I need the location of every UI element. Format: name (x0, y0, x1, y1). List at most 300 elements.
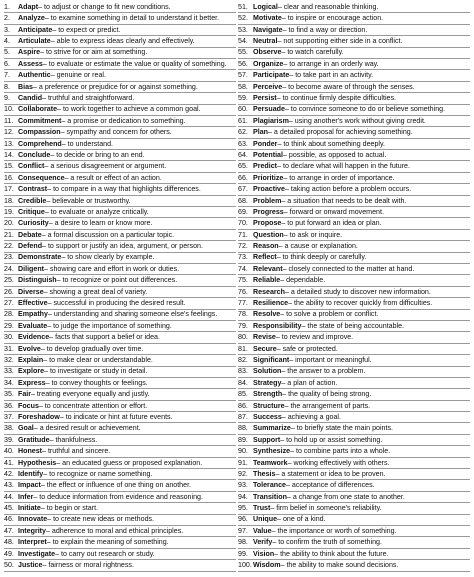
vocabulary-term: Persuade (253, 105, 285, 114)
item-number: 30. (4, 333, 14, 342)
vocabulary-definition: – to create new ideas or methods. (47, 515, 155, 524)
vocabulary-term: Resilience (253, 299, 289, 308)
vocabulary-item (4, 253, 236, 264)
vocabulary-item (4, 537, 236, 548)
item-number: 11. (4, 116, 14, 125)
item-number: 18. (4, 196, 14, 205)
vocabulary-item (238, 230, 470, 241)
vocabulary-definition: – safe or protected. (276, 344, 338, 353)
item-number: 69. (238, 207, 248, 216)
vocabulary-definition: – thankfulness. (49, 435, 98, 444)
item-number: 38. (4, 424, 14, 433)
vocabulary-item (238, 82, 470, 93)
vocabulary-term: Gratitude (18, 435, 50, 444)
vocabulary-definition: – truthful and straightforward. (42, 94, 135, 103)
item-number: 7. (4, 71, 10, 80)
vocabulary-item (4, 412, 236, 423)
vocabulary-item (4, 310, 236, 321)
vocabulary-term: Effective (18, 299, 48, 308)
vocabulary-term: Summarize (253, 424, 291, 433)
vocabulary-term: Wisdom (253, 561, 281, 570)
vocabulary-definition: – to understand. (61, 139, 114, 148)
item-number: 20. (4, 219, 14, 228)
item-number: 22. (4, 242, 14, 251)
vocabulary-term: Support (253, 435, 281, 444)
item-number: 86. (238, 401, 248, 410)
vocabulary-item (4, 59, 236, 70)
vocabulary-definition: – able to express ideas clearly and effectively. (50, 37, 195, 46)
vocabulary-definition: – believable or trustworthy. (46, 196, 131, 205)
vocabulary-term: Collaborate (18, 105, 58, 114)
vocabulary-term: Foreshadow (18, 412, 60, 421)
vocabulary-item (238, 264, 470, 275)
vocabulary-definition: – a detailed study to discover new information. (284, 287, 431, 296)
vocabulary-term: Empathy (18, 310, 48, 319)
vocabulary-term: Impact (18, 481, 41, 490)
item-number: 82. (238, 356, 248, 364)
vocabulary-item (238, 36, 470, 47)
vocabulary-term: Debate (18, 230, 42, 239)
vocabulary-definition: – to evaluate or analyze critically. (44, 207, 149, 216)
item-number: 76. (238, 287, 248, 296)
vocabulary-item (4, 230, 236, 241)
item-number: 6. (4, 59, 10, 68)
vocabulary-definition: – the state of being accountable. (301, 321, 405, 330)
vocabulary-definition: – an educated guess or proposed explanation. (56, 458, 203, 467)
vocabulary-term: Authentic (18, 71, 51, 80)
vocabulary-term: Plan (253, 128, 268, 137)
vocabulary-term: Consequence (18, 173, 65, 182)
vocabulary-item (238, 253, 470, 264)
vocabulary-definition: – a detailed proposal for achieving something. (267, 128, 413, 137)
vocabulary-definition: – the answer to a problem. (281, 367, 366, 376)
vocabulary-term: Conflict (18, 162, 45, 171)
vocabulary-definition: – fairness or moral rightness. (42, 561, 134, 570)
vocabulary-term: Analyze (18, 14, 45, 23)
vocabulary-item (238, 378, 470, 389)
vocabulary-term: Success (253, 412, 282, 421)
vocabulary-item (238, 412, 470, 423)
vocabulary-item (4, 480, 236, 491)
vocabulary-term: Diligent (18, 264, 45, 273)
vocabulary-item (4, 13, 236, 24)
vocabulary-term: Reason (253, 242, 279, 251)
vocabulary-term: Trust (253, 504, 271, 513)
vocabulary-definition: – to decide or bring to an end. (50, 150, 145, 159)
item-number: 68. (238, 196, 248, 205)
vocabulary-definition: – to adjust or change to fit new conditions. (38, 2, 171, 11)
vocabulary-term: Goal (18, 424, 34, 433)
vocabulary-definition: – closely connected to the matter at hand. (282, 264, 415, 273)
vocabulary-definition: – the arrangement of parts. (284, 401, 371, 410)
item-number: 67. (238, 185, 248, 194)
vocabulary-term: Reflect (253, 253, 277, 262)
vocabulary-definition: – to indicate or hint at future events. (59, 412, 173, 421)
vocabulary-term: Comprehend (18, 139, 62, 148)
vocabulary-item (238, 218, 470, 229)
vocabulary-term: Integrity (18, 526, 46, 535)
item-number: 66. (238, 173, 248, 182)
vocabulary-item (238, 515, 470, 526)
vocabulary-definition: – the ability to recover quickly from difficulties. (288, 299, 433, 308)
vocabulary-item (238, 150, 470, 161)
item-number: 49. (4, 549, 14, 558)
vocabulary-term: Question (253, 230, 284, 239)
item-number: 65. (238, 162, 248, 171)
vocabulary-definition: – one of a kind. (277, 515, 326, 524)
item-number: 92. (238, 469, 248, 478)
vocabulary-column-right (238, 2, 470, 577)
vocabulary-item (238, 105, 470, 116)
vocabulary-item (238, 310, 470, 321)
item-number: 78. (238, 310, 248, 319)
vocabulary-definition: – to convince someone to do or believe something. (284, 105, 446, 114)
vocabulary-item (4, 150, 236, 161)
item-number: 33. (4, 367, 14, 376)
vocabulary-definition: – to inspire or encourage action. (281, 14, 384, 23)
vocabulary-definition: – to solve a problem or conflict. (280, 310, 379, 319)
item-number: 36. (4, 401, 14, 410)
item-number: 87. (238, 412, 248, 421)
vocabulary-definition: – to take part in an activity. (289, 71, 374, 80)
vocabulary-definition: – a result or effect of an action. (64, 173, 162, 182)
item-number: 45. (4, 504, 14, 513)
vocabulary-term: Relevant (253, 264, 283, 273)
vocabulary-term: Hypothesis (18, 458, 57, 467)
vocabulary-definition: – the quality of being strong. (282, 390, 372, 399)
vocabulary-definition: – to evaluate or estimate the value or quality of something. (42, 59, 227, 68)
vocabulary-definition: – possible, as opposed to actual. (282, 150, 387, 159)
vocabulary-definition: – treating everyone equally and justly. (31, 390, 150, 399)
vocabulary-item (238, 70, 470, 81)
item-number: 59. (238, 94, 248, 103)
item-number: 1. (4, 2, 10, 11)
vocabulary-term: Verify (253, 538, 273, 547)
vocabulary-definition: – adherence to moral and ethical principles. (45, 526, 184, 535)
vocabulary-item (4, 173, 236, 184)
item-number: 25. (4, 276, 14, 285)
vocabulary-definition: – a desired result or achievement. (33, 424, 141, 433)
vocabulary-term: Bias (18, 82, 33, 91)
item-number: 55. (238, 48, 248, 57)
vocabulary-term: Resolve (253, 310, 281, 319)
vocabulary-definition: – showing care and effort in work or duties. (44, 264, 180, 273)
vocabulary-term: Motivate (253, 14, 282, 23)
vocabulary-item (4, 241, 236, 252)
vocabulary-column-left (4, 2, 236, 577)
vocabulary-item (4, 93, 236, 104)
vocabulary-item (4, 367, 236, 378)
vocabulary-item (4, 25, 236, 36)
item-number: 80. (238, 333, 248, 342)
item-number: 57. (238, 71, 248, 80)
vocabulary-item (4, 344, 236, 355)
vocabulary-item (238, 25, 470, 36)
vocabulary-term: Justice (18, 561, 43, 570)
vocabulary-definition: – using another's work without giving credit. (288, 116, 426, 125)
vocabulary-definition: – to watch carefully. (281, 48, 344, 57)
vocabulary-item (4, 469, 236, 480)
vocabulary-term: Candid (18, 94, 43, 103)
vocabulary-definition: – to recognize or point out differences. (56, 276, 178, 285)
vocabulary-item (238, 127, 470, 138)
vocabulary-term: Articulate (18, 37, 51, 46)
vocabulary-definition: – to declare what will happen in the future. (277, 162, 410, 171)
item-number: 95. (238, 504, 248, 513)
vocabulary-definition: – the ability to make sound decisions. (280, 561, 399, 570)
item-number: 9. (4, 94, 10, 103)
item-number: 89. (238, 435, 248, 444)
vocabulary-item (238, 48, 470, 59)
vocabulary-definition: – to review and improve. (275, 333, 354, 342)
item-number: 54. (238, 37, 248, 46)
vocabulary-term: Adapt (18, 2, 39, 11)
vocabulary-item (4, 264, 236, 275)
vocabulary-term: Progress (253, 207, 284, 216)
item-number: 31. (4, 344, 14, 353)
vocabulary-definition: – to compare in a way that highlights differences. (47, 185, 201, 194)
vocabulary-item (4, 378, 236, 389)
vocabulary-definition: – to develop gradually over time. (40, 344, 144, 353)
vocabulary-item (238, 287, 470, 298)
item-number: 28. (4, 310, 14, 319)
vocabulary-item (238, 207, 470, 218)
vocabulary-definition: – a promise or dedication to something. (61, 116, 186, 125)
vocabulary-item (238, 2, 470, 13)
vocabulary-definition: – a statement or idea to be proven. (275, 469, 386, 478)
vocabulary-item (238, 446, 470, 457)
vocabulary-item (4, 2, 236, 13)
vocabulary-item (238, 321, 470, 332)
vocabulary-definition: – to explain the meaning of something. (46, 538, 169, 547)
item-number: 85. (238, 390, 248, 399)
vocabulary-term: Strength (253, 390, 283, 399)
vocabulary-item (4, 321, 236, 332)
vocabulary-item (238, 332, 470, 343)
item-number: 8. (4, 82, 10, 91)
item-number: 3. (4, 25, 10, 34)
vocabulary-item (4, 116, 236, 127)
item-number: 73. (238, 253, 248, 262)
vocabulary-definition: – to combine parts into a whole. (290, 447, 391, 456)
vocabulary-definition: – taking action before a problem occurs. (284, 185, 412, 194)
vocabulary-item (238, 355, 470, 366)
vocabulary-item (238, 503, 470, 514)
vocabulary-item (238, 139, 470, 150)
item-number: 12. (4, 128, 14, 137)
vocabulary-term: Observe (253, 48, 282, 57)
vocabulary-definition: – to work together to achieve a common goal. (57, 105, 201, 114)
vocabulary-definition: – to expect or predict. (52, 25, 121, 34)
vocabulary-term: Synthesize (253, 447, 291, 456)
vocabulary-item (238, 560, 470, 571)
vocabulary-item (238, 344, 470, 355)
vocabulary-term: Distinguish (18, 276, 57, 285)
vocabulary-term: Navigate (253, 25, 283, 34)
vocabulary-definition: – working effectively with others. (287, 458, 390, 467)
vocabulary-definition: – to deduce information from evidence and reasoning. (33, 492, 203, 501)
vocabulary-item (4, 287, 236, 298)
vocabulary-definition: – understanding and sharing someone else's feelings. (47, 310, 218, 319)
item-number: 42. (4, 469, 14, 478)
item-number: 79. (238, 321, 248, 330)
vocabulary-item (4, 515, 236, 526)
vocabulary-definition: – showing a great deal of variety. (43, 287, 148, 296)
vocabulary-item (238, 537, 470, 548)
vocabulary-term: Critique (18, 207, 45, 216)
vocabulary-definition: – to continue firmly despite difficulties. (276, 94, 397, 103)
vocabulary-term: Honest (18, 447, 43, 456)
vocabulary-definition: – to recognize or name something. (43, 469, 153, 478)
vocabulary-item (238, 241, 470, 252)
item-number: 75. (238, 276, 248, 285)
vocabulary-term: Conclude (18, 150, 51, 159)
item-number: 10. (4, 105, 14, 114)
vocabulary-item (4, 423, 236, 434)
vocabulary-item (4, 435, 236, 446)
vocabulary-definition: – a preference or prejudice for or against something. (32, 82, 198, 91)
vocabulary-term: Evidence (18, 333, 50, 342)
vocabulary-definition: – firm belief in someone's reliability. (270, 504, 382, 513)
vocabulary-definition: – to arrange in an orderly way. (283, 59, 379, 68)
vocabulary-term: Express (18, 378, 46, 387)
vocabulary-definition: – a cause or explanation. (278, 242, 358, 251)
vocabulary-term: Value (253, 526, 272, 535)
vocabulary-term: Focus (18, 401, 39, 410)
vocabulary-item (238, 116, 470, 127)
item-number: 74. (238, 264, 248, 273)
vocabulary-term: Neutral (253, 37, 278, 46)
vocabulary-item (4, 355, 236, 366)
vocabulary-item (4, 503, 236, 514)
vocabulary-item (238, 161, 470, 172)
item-number: 5. (4, 48, 10, 57)
item-number: 27. (4, 299, 14, 308)
item-number: 40. (4, 447, 14, 456)
item-number: 44. (4, 492, 14, 501)
item-number: 24. (4, 264, 14, 273)
item-number: 51. (238, 2, 248, 11)
vocabulary-definition: – to find a way or direction. (282, 25, 368, 34)
item-number: 23. (4, 253, 14, 262)
vocabulary-item (4, 184, 236, 195)
vocabulary-term: Ponder (253, 139, 278, 148)
vocabulary-term: Vision (253, 549, 275, 558)
vocabulary-term: Organize (253, 59, 284, 68)
vocabulary-definition: – sympathy and concern for others. (60, 128, 172, 137)
vocabulary-term: Teamwork (253, 458, 288, 467)
vocabulary-definition: – to begin or start. (40, 504, 99, 513)
vocabulary-definition: – to hold up or assist something. (280, 435, 383, 444)
item-number: 98. (238, 538, 248, 547)
vocabulary-item (238, 93, 470, 104)
vocabulary-item (4, 48, 236, 59)
vocabulary-definition: – genuine or real. (50, 71, 106, 80)
vocabulary-term: Initiate (18, 504, 41, 513)
vocabulary-term: Anticipate (18, 25, 53, 34)
vocabulary-item (238, 298, 470, 309)
vocabulary-term: Investigate (18, 549, 56, 558)
vocabulary-term: Identify (18, 469, 44, 478)
vocabulary-term: Persist (253, 94, 277, 103)
item-number: 56. (238, 59, 248, 68)
vocabulary-definition: – to think deeply or carefully. (276, 253, 367, 262)
vocabulary-term: Participate (253, 71, 290, 80)
item-number: 60. (238, 105, 248, 114)
vocabulary-item (4, 275, 236, 286)
item-number: 46. (4, 515, 14, 524)
item-number: 13. (4, 139, 14, 148)
vocabulary-term: Fair (18, 390, 32, 399)
vocabulary-term: Compassion (18, 128, 61, 137)
item-number: 52. (238, 14, 248, 23)
vocabulary-definition: – a serious disagreement or argument. (44, 162, 167, 171)
vocabulary-term: Tolerance (253, 481, 286, 490)
vocabulary-item (238, 367, 470, 378)
vocabulary-term: Potential (253, 150, 283, 159)
item-number: 2. (4, 14, 10, 23)
vocabulary-definition: – important or meaningful. (289, 356, 372, 364)
vocabulary-term: Solution (253, 367, 282, 376)
vocabulary-term: Problem (253, 196, 282, 205)
vocabulary-item (4, 127, 236, 138)
vocabulary-definition: – to put forward an idea or plan. (281, 219, 382, 228)
vocabulary-definition: – achieving a goal. (281, 412, 341, 421)
vocabulary-term: Thesis (253, 469, 276, 478)
vocabulary-item (238, 526, 470, 537)
item-number: 97. (238, 526, 248, 535)
vocabulary-term: Credible (18, 196, 47, 205)
vocabulary-definition: – to become aware of through the senses. (282, 82, 415, 91)
vocabulary-definition: – forward or onward movement. (283, 207, 384, 216)
item-number: 53. (238, 25, 248, 34)
vocabulary-term: Demonstrate (18, 253, 62, 262)
vocabulary-term: Evolve (18, 344, 41, 353)
vocabulary-term: Commitment (18, 116, 62, 125)
item-number: 43. (4, 481, 14, 490)
vocabulary-definition: – to confirm the truth of something. (272, 538, 382, 547)
vocabulary-definition: – truthful and sincere. (42, 447, 111, 456)
vocabulary-definition: – the importance or worth of something. (271, 526, 397, 535)
item-number: 84. (238, 378, 248, 387)
item-number: 99. (238, 549, 248, 558)
vocabulary-term: Evaluate (18, 321, 48, 330)
vocabulary-item (4, 105, 236, 116)
item-number: 48. (4, 538, 14, 547)
vocabulary-item (238, 196, 470, 207)
item-number: 47. (4, 526, 14, 535)
item-number: 61. (238, 116, 248, 125)
vocabulary-item (4, 207, 236, 218)
vocabulary-item (4, 389, 236, 400)
vocabulary-term: Plagiarism (253, 116, 289, 125)
item-number: 39. (4, 435, 14, 444)
item-number: 58. (238, 82, 248, 91)
item-number: 94. (238, 492, 248, 501)
item-number: 64. (238, 150, 248, 159)
vocabulary-item (238, 458, 470, 469)
vocabulary-term: Perceive (253, 82, 283, 91)
vocabulary-item (4, 196, 236, 207)
vocabulary-item (238, 549, 470, 560)
vocabulary-item (4, 161, 236, 172)
item-number: 21. (4, 230, 14, 239)
item-number: 83. (238, 367, 248, 376)
item-number: 62. (238, 128, 248, 137)
vocabulary-term: Transition (253, 492, 287, 501)
item-number: 96. (238, 515, 248, 524)
vocabulary-item (4, 526, 236, 537)
